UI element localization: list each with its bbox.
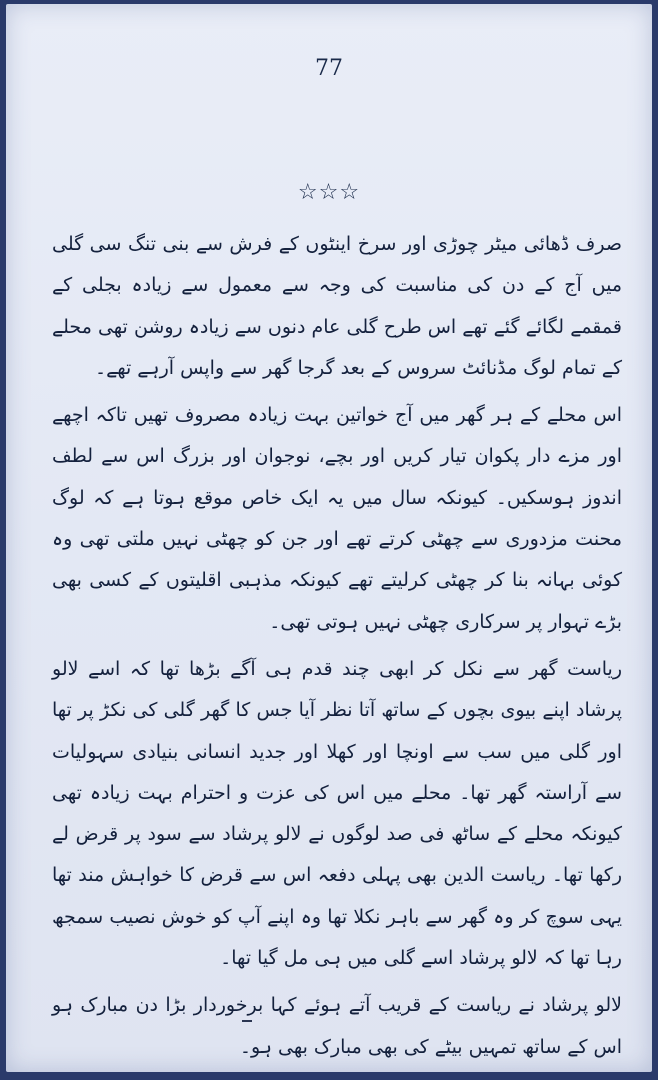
body-text [52, 224, 622, 1074]
paragraph: لالو پرشاد نے ریاست کے قریب آتے ہوئے کہا برخوردار بڑا دن مبارک ہو اس کے ساتھ تمہیں بیٹے کی بھی مبارک بھی ہو۔ [52, 994, 622, 1058]
book-page [6, 4, 652, 1072]
section-separator: ☆☆☆ [297, 180, 361, 205]
paragraph: ریاست گھر سے نکل کر ابھی چند قدم ہی آگے بڑھا تھا کہ اسے لالو پرشاد اپنے بیوی بچوں کے ساتھ آتا نظر آیا جس کا گھر گلی کی نکڑ پر تھا اور گلی میں سب سے اونچا اور کھلا اور جدید انسانی بنیادی سہولیات سے آراستہ گھر تھا۔ محلے میں اس کی عزت و احترام بہت زیادہ تھی کیونکہ محلے کے ساٹھ فی صد لوگوں نے لالو پرشاد سے سود پر قرض لے رکھا تھا۔ ریاست الدین بھی پہلی دفعہ اس سے قرض کا خواہش مند تھا یہی سوچ کر وہ گھر سے باہر نکلا تھا وہ اپنے آپ کو خوش نصیب سمجھ رہا تھا کہ لالو پرشاد اسے گلی میں ہی مل گیا تھا۔ [52, 657, 622, 970]
page-number: 77 [315, 56, 343, 81]
paragraph: صرف ڈھائی میٹر چوڑی اور سرخ اینٹوں کے فرش سے بنی تنگ سی گلی میں آج کے دن کی مناسبت کی وجہ سے معمول سے زیادہ بجلی کے قمقمے لگائے گئے تھے اس طرح گلی عام دنوں سے زیادہ روشن تھی محلے کے تمام لوگ مڈنائٹ سروس کے بعد گرجا گھر سے واپس آرہے تھے۔ [52, 233, 622, 379]
footer-mark [242, 1020, 252, 1022]
paragraph: اس محلے کے ہر گھر میں آج خواتین بہت زیادہ مصروف تھیں تاکہ اچھے اور مزے دار پکوان تیار کریں اور بچے، نوجوان اور بزرگ اس سے لطف اندوز ہوسکیں۔ کیونکہ سال میں یہ ایک خاص موقع ہوتا ہے کہ لوگ محنت مزدوری سے چھٹی کرتے تھے اور جن کو چھٹی نہیں ملتی تھی وہ کوئی بہانہ بنا کر چھٹی کرلیتے تھے کیونکہ مذہبی اقلیتوں کے کسی بھی بڑے تہوار پر سرکاری چھٹی نہیں ہوتی تھی۔ [52, 404, 622, 633]
